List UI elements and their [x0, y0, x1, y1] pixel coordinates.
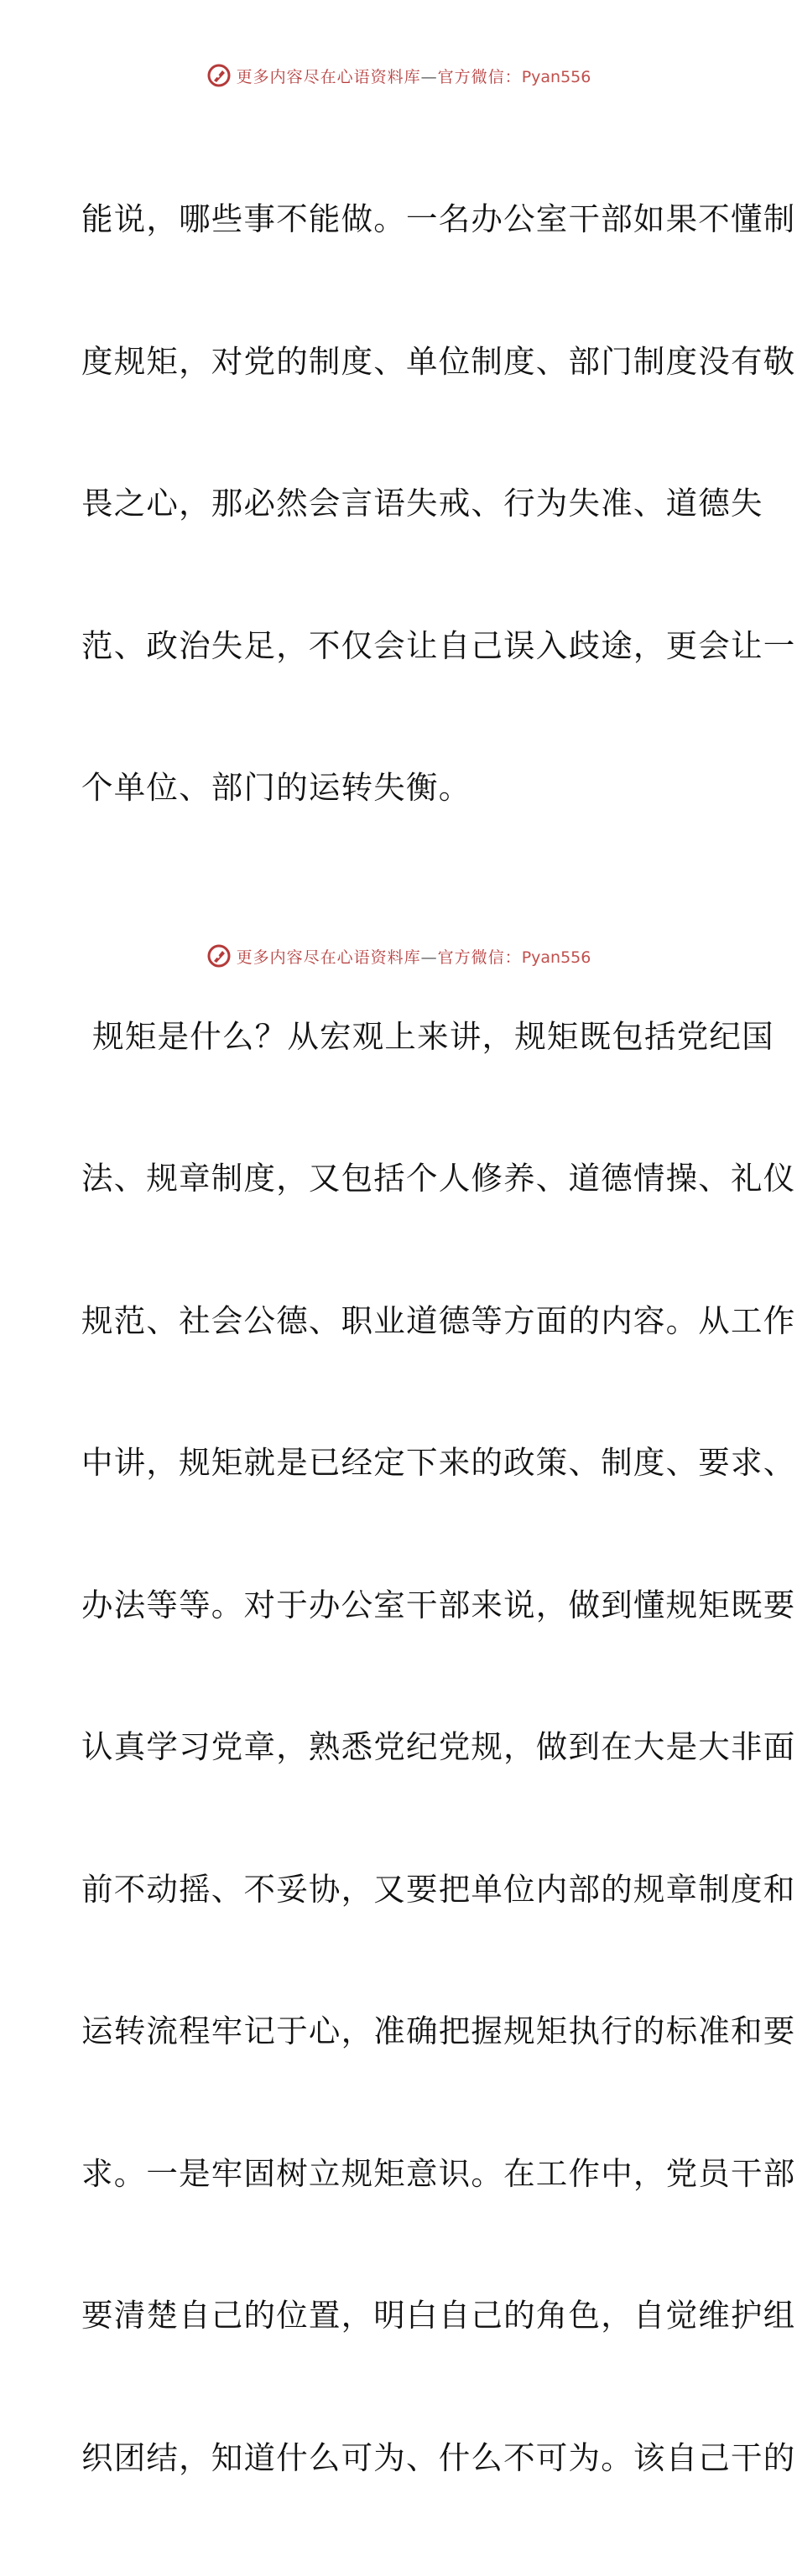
watermark-contact: 官方微信：: [438, 948, 522, 967]
footer-watermark: [0, 939, 797, 973]
text-line: 法、规章制度，又包括个人修养、道德情操、礼仪: [81, 1155, 719, 1202]
watermark-account: Pyan556: [522, 948, 591, 967]
watermark-text: [237, 945, 591, 968]
text-line: 办法等等。对于办公室干部来说，做到懂规矩既要: [81, 1581, 719, 1629]
text-line: 要清楚自己的位置，明白自己的角色，自觉维护组: [81, 2292, 719, 2340]
text-line: 前不动摇、不妥协，又要把单位内部的规章制度和: [81, 1866, 719, 1914]
text-line: 运转流程牢记于心，准确把握规矩执行的标准和要: [81, 2007, 719, 2055]
pen-nib-logo-icon: [206, 63, 232, 88]
watermark-account: Pyan556: [522, 68, 591, 86]
paragraph-1: [81, 101, 719, 906]
text-line: 求。一是牢固树立规矩意识。在工作中，党员干部: [81, 2150, 719, 2198]
watermark-contact: 官方微信：: [438, 68, 522, 86]
text-line: 织团结，知道什么可为、什么不可为。该自己干的: [81, 2434, 719, 2482]
header-watermark: [0, 59, 797, 92]
text-line: 范、政治失足，不仅会让自己误入歧途，更会让一: [81, 622, 719, 670]
text-line: 能说，哪些事不能做。一名办公室干部如果不懂制: [81, 195, 719, 243]
watermark-brand: 更多内容尽在心语资料库: [237, 68, 421, 86]
watermark-text: [237, 65, 591, 87]
text-line: 中讲，规矩就是已经定下来的政策、制度、要求、: [81, 1439, 719, 1487]
text-line: 规矩是什么？从宏观上来讲，规矩既包括党纪国: [81, 1013, 719, 1061]
document-body: [81, 101, 719, 2576]
paragraph-2: [81, 918, 719, 2576]
pen-nib-logo-icon: [206, 943, 232, 969]
watermark-separator: —: [421, 68, 438, 86]
text-line: 规范、社会公德、职业道德等方面的内容。从工作: [81, 1297, 719, 1345]
watermark-brand: 更多内容尽在心语资料库: [237, 948, 421, 967]
watermark-separator: —: [421, 948, 438, 967]
text-line: 畏之心，那必然会言语失戒、行为失准、道德失: [81, 480, 719, 527]
text-line: 认真学习党章，熟悉党纪党规，做到在大是大非面: [81, 1723, 719, 1771]
text-line: 度规矩，对党的制度、单位制度、部门制度没有敬: [81, 338, 719, 386]
text-line: 个单位、部门的运转失衡。: [81, 764, 719, 812]
